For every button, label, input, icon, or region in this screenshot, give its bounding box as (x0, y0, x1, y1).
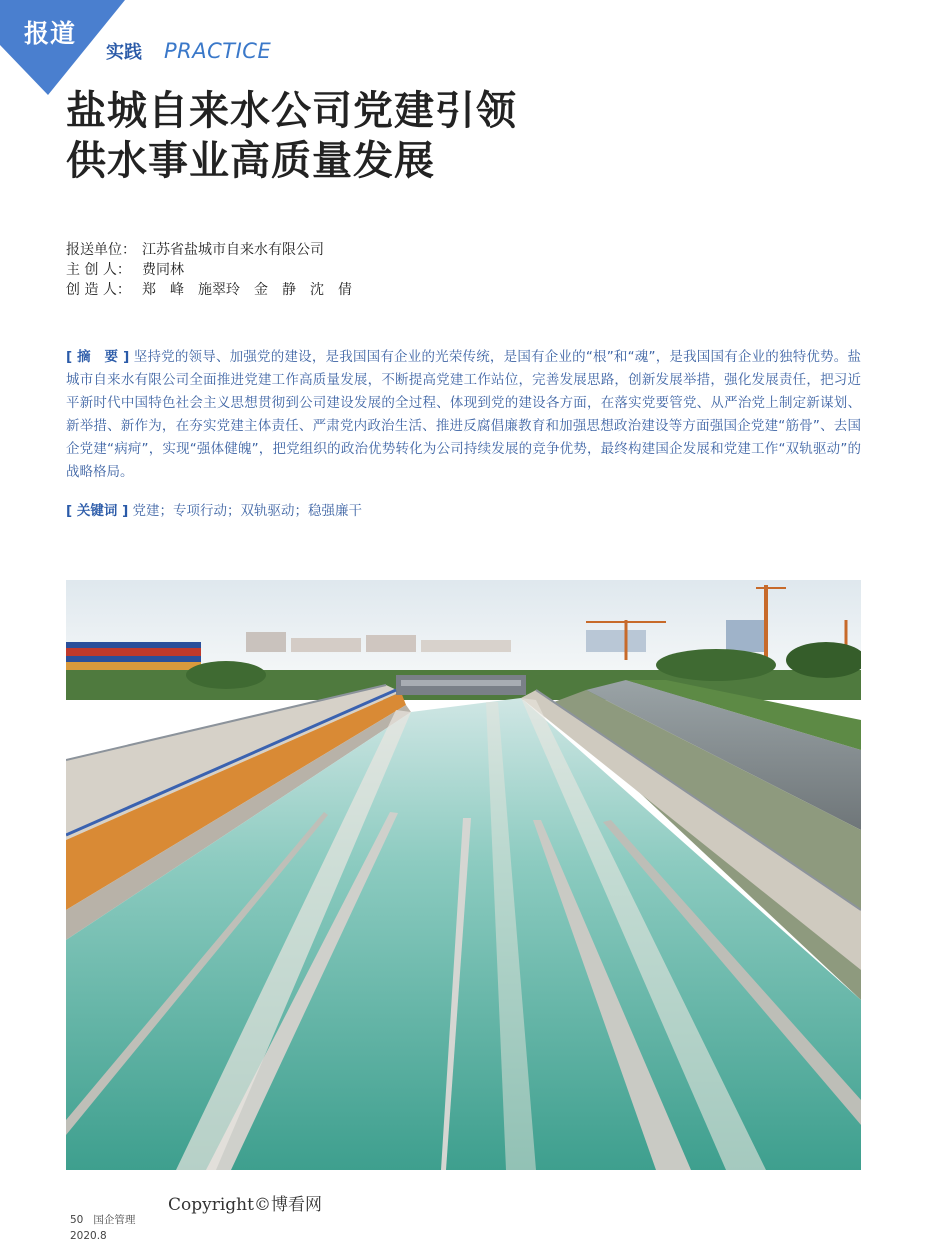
article-title (66, 86, 766, 186)
credit-value: 江苏省盐城市自来水有限公司 (142, 242, 324, 258)
credit-row-lead (66, 260, 352, 280)
title-line-2: 供水事业高质量发展 (66, 138, 435, 184)
page-footer (70, 1212, 135, 1244)
credit-value: 费同林 (142, 262, 184, 278)
abstract-label: [ 摘 要 ] (66, 349, 130, 365)
credit-row-creators (66, 280, 352, 300)
copyright-notice: Copyright©博看网 (168, 1195, 322, 1215)
credit-label: 创 造 人： (66, 282, 131, 298)
credit-row-unit (66, 240, 352, 260)
journal-name: 国企管理 (93, 1214, 136, 1226)
keywords-label: [ 关键词 ] (66, 503, 129, 519)
section-header (106, 38, 271, 66)
water-plant-illustration (66, 580, 861, 1170)
abstract-paragraph (66, 346, 861, 484)
credit-label: 主 创 人： (66, 262, 131, 278)
title-line-1: 盐城自来水公司党建引领 (66, 88, 517, 134)
section-label-en: PRACTICE (164, 39, 272, 63)
keywords-line (66, 500, 861, 522)
page-number: 50 (70, 1214, 84, 1226)
abstract-text: 坚持党的领导、加强党的建设，是我国国有企业的光荣传统，是国有企业的“根”和“魂”，是我国国有企业的独特优势。盐城市自来水有限公司全面推进党建工作高质量发展，不断提高党建工作站位，完善发展思路，创新发展举措，强化发展责任，把习近平新时代中国特色社会主义思想贯彻到公司建设发展的全过程、体现到党的建设各方面，在落实党要管党、从严治党上制定新谋划、新举措、新作为，在夯实党建主体责任、严肃党内政治生活、推进反腐倡廉教育和加强思想政治建设等方面强国企党建“筋骨”、去国企党建“病疴”，实现“强体健魄”，把党组织的政治优势转化为公司持续发展的竞争优势，最终构建国企发展和党建工作“双轨驱动”的战略格局。 (66, 349, 861, 480)
credit-value: 郑 峰 施翠玲 金 静 沈 倩 (142, 282, 352, 298)
keywords-text: 党建；专项行动；双轨驱动；稳强廉干 (132, 503, 363, 519)
water-plant-photo (66, 580, 861, 1170)
issue-date: 2020.8 (70, 1230, 107, 1242)
credit-label: 报送单位： (66, 242, 136, 258)
credits-block (66, 240, 352, 300)
corner-label: 报道 (24, 19, 77, 48)
section-label-zh: 实践 (106, 42, 142, 63)
